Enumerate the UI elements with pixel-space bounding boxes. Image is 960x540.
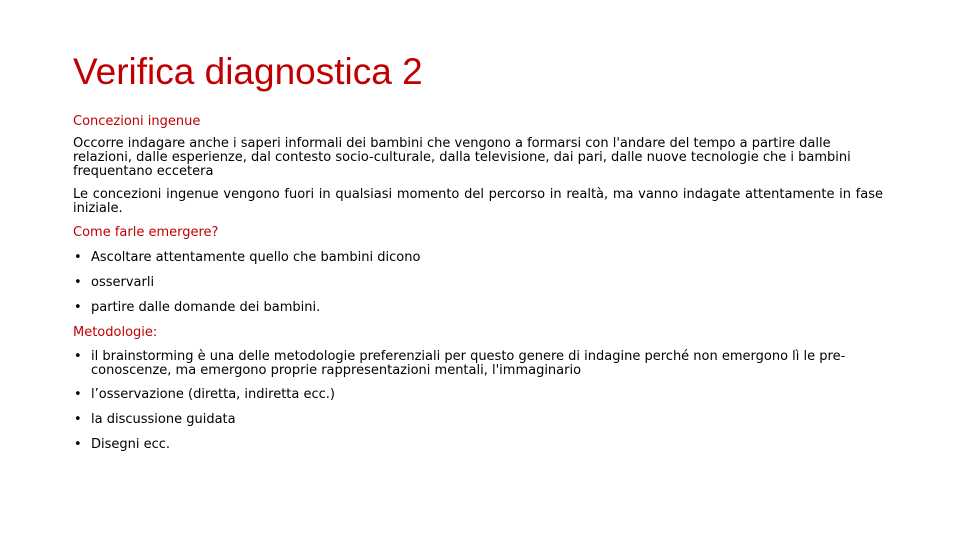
paragraph-concezioni: Le concezioni ingenue vengono fuori in qualsiasi momento del percorso in realtà, ma vanno indagate attentamente in fase iniziale. <box>73 187 883 216</box>
list-come-emergere <box>73 250 883 316</box>
list-item: • la discussione guidata <box>73 412 883 428</box>
list-item: • osservarli <box>73 275 883 291</box>
list-item: • partire dalle domande dei bambini. <box>73 300 883 316</box>
paragraph-saperi: Occorre indagare anche i saperi informali dei bambini che vengono a formarsi con l'andare del tempo a partire dalle relazioni, dalle esperienze, dal contesto socio-culturale, dalla televisione, dai pari, dalle nuove tecnologie che i bambini frequentano eccetera <box>73 136 851 179</box>
list-item: • Ascoltare attentamente quello che bambini dicono <box>73 250 883 266</box>
heading-concezioni: Concezioni ingenue <box>73 114 201 129</box>
slide-content <box>73 114 883 453</box>
heading-come-emergere: Come farle emergere? <box>73 225 219 240</box>
list-item: • il brainstorming è una delle metodologie preferenziali per questo genere di indagine perché non emergono lì le pre-conoscenze, ma emergono proprie rappresentazioni mentali, l'immaginario <box>73 350 883 378</box>
slide-title: Verifica diagnostica 2 <box>73 51 423 92</box>
heading-metodologie: Metodologie: <box>73 325 158 340</box>
list-metodologie <box>73 350 883 453</box>
list-item: • Disegni ecc. <box>73 437 883 453</box>
list-item: • l’osservazione (diretta, indiretta ecc.) <box>73 387 883 403</box>
